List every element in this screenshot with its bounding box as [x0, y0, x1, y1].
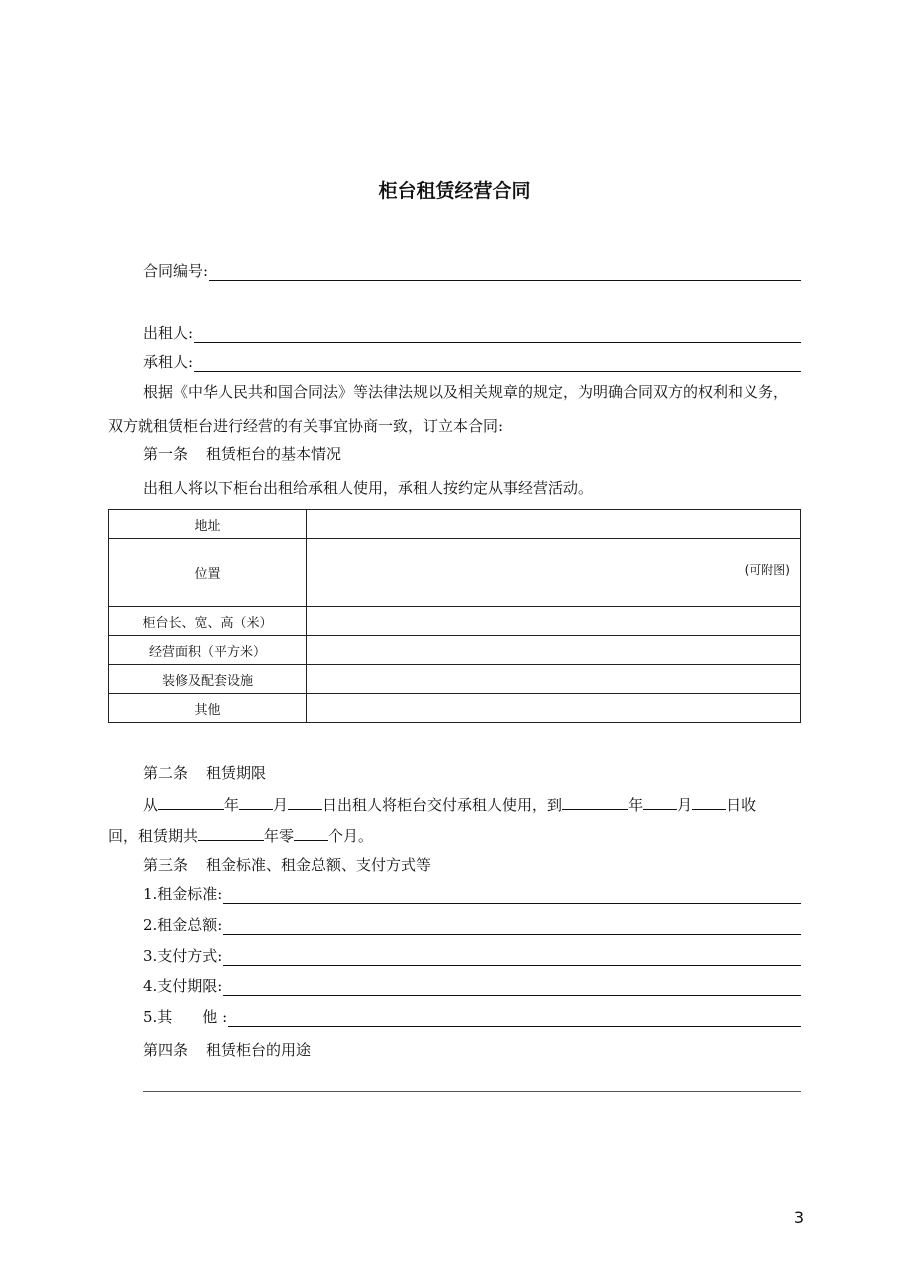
term-total-text: 回，租赁期共 — [108, 827, 199, 845]
article3-title: 租金标准、租金总额、支付方式等 — [206, 856, 432, 874]
end-year-blank[interactable] — [562, 794, 628, 810]
article2-title: 租赁期限 — [206, 764, 267, 782]
table-label-position: 位置 — [109, 539, 307, 607]
article1-title: 租赁柜台的基本情况 — [206, 445, 342, 463]
contract-number-label: 合同编号: — [143, 262, 209, 280]
table-label-area: 经营面积（平方米） — [109, 636, 307, 665]
other-terms-field[interactable] — [143, 1005, 801, 1027]
article1-intro: 出租人将以下柜台出租给承租人使用，承租人按约定从事经营活动。 — [143, 479, 594, 497]
rent-total-field[interactable] — [143, 913, 801, 935]
start-day-blank[interactable] — [288, 794, 322, 810]
lessee-label: 承租人: — [143, 353, 194, 371]
contract-number-blank[interactable] — [209, 264, 801, 281]
month-text: 月 — [273, 796, 289, 814]
rent-standard-field[interactable] — [143, 882, 801, 904]
article3-heading — [143, 855, 431, 875]
document-title: 柜台租赁经营合同 — [378, 180, 531, 202]
return-text: 日收 — [726, 796, 757, 814]
payment-method-label: 3.支付方式: — [143, 947, 223, 965]
article4-number: 第四条 — [143, 1041, 189, 1059]
table-row — [109, 607, 801, 636]
month-text: 月 — [677, 796, 693, 814]
payment-method-blank[interactable] — [223, 949, 801, 966]
table-label-dimensions: 柜台长、宽、高（米） — [109, 607, 307, 636]
article3-number: 第三条 — [143, 856, 189, 874]
table-row — [109, 539, 801, 607]
years-and-text: 年零 — [264, 827, 295, 845]
article2-number: 第二条 — [143, 764, 189, 782]
lessor-blank[interactable] — [194, 326, 801, 343]
end-month-blank[interactable] — [643, 794, 677, 810]
counter-info-table — [108, 509, 801, 723]
year-text: 年 — [224, 796, 240, 814]
payment-method-field[interactable] — [143, 944, 801, 966]
article1-number: 第一条 — [143, 445, 189, 463]
other-terms-label: 5.其 他 : — [143, 1008, 228, 1026]
article4-title: 租赁柜台的用途 — [206, 1041, 312, 1059]
lease-term-line-2 — [108, 825, 373, 846]
page-number: 3 — [793, 1208, 804, 1227]
table-value-address[interactable] — [307, 510, 801, 539]
table-row — [109, 694, 801, 723]
table-value-facilities[interactable] — [307, 665, 801, 694]
table-value-area[interactable] — [307, 636, 801, 665]
months-end-text: 个月。 — [328, 827, 374, 845]
table-value-dimensions[interactable] — [307, 607, 801, 636]
end-day-blank[interactable] — [692, 794, 726, 810]
start-year-blank[interactable] — [158, 794, 224, 810]
lessor-label: 出租人: — [143, 324, 194, 342]
rent-total-blank[interactable] — [223, 918, 801, 935]
table-row — [109, 636, 801, 665]
rent-standard-blank[interactable] — [223, 887, 801, 904]
table-label-address: 地址 — [109, 510, 307, 539]
lessor-field[interactable] — [143, 321, 801, 343]
table-value-other[interactable] — [307, 694, 801, 723]
article1-heading — [143, 444, 341, 464]
term-months-blank[interactable] — [294, 825, 328, 841]
contract-number-field[interactable] — [143, 259, 801, 281]
preamble-paragraph: 根据《中华人民共和国合同法》等法律法规以及相关规章的规定，为明确合同双方的权利和义务，双方就租赁柜台进行经营的有关事宜协商一致，订立本合同: — [108, 383, 789, 435]
term-years-blank[interactable] — [198, 825, 264, 841]
lessee-blank[interactable] — [194, 355, 801, 372]
payment-deadline-field[interactable] — [143, 974, 801, 996]
lease-term-line-1 — [143, 794, 756, 815]
payment-deadline-blank[interactable] — [223, 979, 801, 996]
table-label-other: 其他 — [109, 694, 307, 723]
term-from-text: 从 — [143, 796, 159, 814]
article2-heading — [143, 763, 266, 783]
start-month-blank[interactable] — [239, 794, 273, 810]
handover-text: 日出租人将柜台交付承租人使用，到 — [322, 796, 563, 814]
lessee-field[interactable] — [143, 350, 801, 372]
rent-total-label: 2.租金总额: — [143, 916, 223, 934]
payment-deadline-label: 4.支付期限: — [143, 977, 223, 995]
table-label-facilities: 装修及配套设施 — [109, 665, 307, 694]
other-terms-blank[interactable] — [228, 1010, 801, 1027]
rent-standard-label: 1.租金标准: — [143, 885, 223, 903]
table-row — [109, 665, 801, 694]
table-value-position[interactable] — [307, 539, 801, 607]
table-row — [109, 510, 801, 539]
year-text: 年 — [628, 796, 644, 814]
article4-heading — [143, 1040, 311, 1060]
attach-map-note: (可附图) — [744, 563, 790, 577]
footer-rule — [143, 1091, 801, 1092]
